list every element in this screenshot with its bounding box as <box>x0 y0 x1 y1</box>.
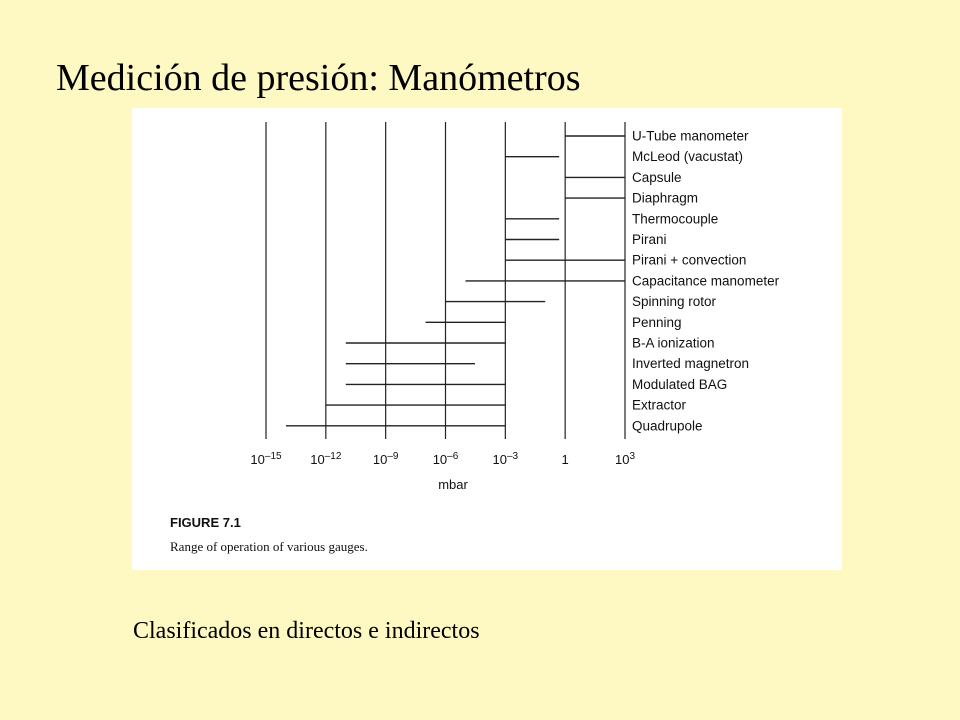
x-tick-label-0: $10^{-15}$ <box>250 451 282 467</box>
gauge-label-14: Quadrupole <box>632 418 703 434</box>
range-bars <box>286 136 625 426</box>
gauge-label-5: Pirani <box>632 232 667 247</box>
figure-caption-label: FIGURE 7.1 <box>170 515 241 530</box>
gauge-label-6: Pirani + convection <box>632 252 747 268</box>
x-tick-label-3: $10^{-6}$ <box>432 451 459 467</box>
gauge-label-1: McLeod (vacustat) <box>632 149 744 165</box>
gauge-label-8: Spinning rotor <box>632 294 717 310</box>
gauge-label-4: Thermocouple <box>632 211 719 227</box>
figure-caption-text: Range of operation of various gauges. <box>170 539 368 554</box>
x-tick-label-4: $10^{-3}$ <box>492 451 519 467</box>
gauge-label-10: B-A ionization <box>632 335 715 351</box>
gauge-label-12: Modulated BAG <box>632 376 728 392</box>
gauge-range-chart <box>132 108 842 570</box>
x-axis-label: mbar <box>438 477 468 492</box>
x-tick-labels <box>250 451 635 467</box>
gauge-label-9: Penning <box>632 314 682 330</box>
slide-subtitle: Clasificados en directos e indirectos <box>133 618 480 644</box>
gauge-label-7: Capacitance manometer <box>632 273 780 289</box>
gauge-label-2: Capsule <box>632 169 682 185</box>
x-tick-label-1: $10^{-12}$ <box>310 451 342 467</box>
x-tick-label-2: $10^{-9}$ <box>372 451 399 467</box>
figure-panel <box>132 108 842 570</box>
x-tick-label-5: 1 <box>561 452 569 467</box>
x-tick-label-6: $10^3$ <box>614 451 636 467</box>
gauge-label-3: Diaphragm <box>632 190 699 206</box>
gauge-label-0: U-Tube manometer <box>632 128 749 144</box>
gauge-label-13: Extractor <box>632 397 687 413</box>
slide-title: Medición de presión: Manómetros <box>56 57 581 99</box>
gauge-labels <box>632 129 780 434</box>
gauge-label-11: Inverted magnetron <box>632 356 750 372</box>
